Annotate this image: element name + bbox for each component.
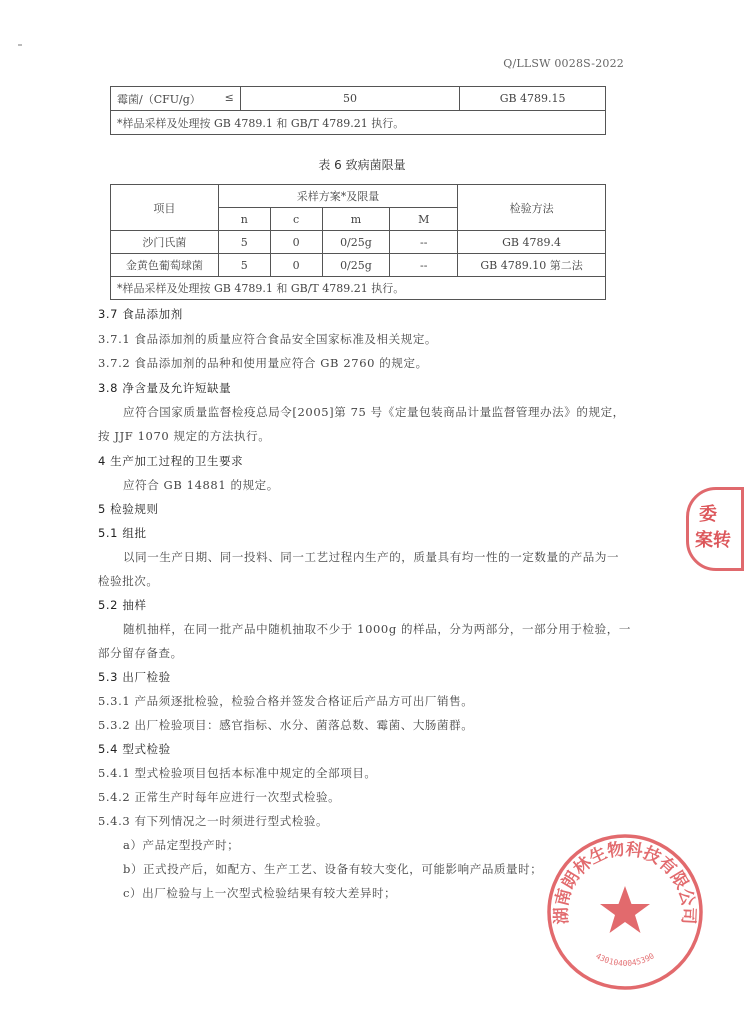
table-note: *样品采样及处理按 GB 4789.1 和 GB/T 4789.21 执行。 bbox=[111, 111, 606, 135]
table-note: *样品采样及处理按 GB 4789.1 和 GB/T 4789.21 执行。 bbox=[111, 277, 606, 300]
paragraph-line: 以同一生产日期、同一投料、同一工艺过程内生产的，质量具有均一性的一定数量的产品为一 bbox=[123, 550, 620, 564]
paragraph-line: 按 JJF 1070 规定的方法执行。 bbox=[98, 429, 271, 443]
table-cell-value: 50 bbox=[240, 87, 459, 111]
row-n: 5 bbox=[218, 231, 270, 254]
paragraph-line: 应符合国家质量监督检疫总局令[2005]第 75 号《定量包装商品计量监督管理办法》的规定， bbox=[123, 405, 625, 419]
table-header-row bbox=[111, 185, 606, 208]
subheader-M: M bbox=[390, 208, 458, 231]
scan-speck bbox=[18, 44, 22, 46]
partial-side-stamp bbox=[686, 487, 744, 571]
section-4-heading: 4 生产加工过程的卫生要求 bbox=[98, 454, 244, 468]
clause-5-3-2: 5.3.2 出厂检验项目：感官指标、水分、菌落总数、霉菌、大肠菌群。 bbox=[98, 718, 474, 732]
section-3-8-heading: 3.8 净含量及允许短缺量 bbox=[98, 381, 232, 395]
table-row bbox=[111, 254, 606, 277]
header-item: 项目 bbox=[111, 185, 219, 231]
table-row bbox=[111, 87, 606, 111]
subheader-c: c bbox=[270, 208, 322, 231]
section-5-1-heading: 5.1 组批 bbox=[98, 526, 147, 540]
table-6-caption: 表 6 致病菌限量 bbox=[318, 158, 406, 172]
seal-number: 4301040045390 bbox=[594, 951, 656, 969]
seal-company-name: 湖南朗林生物科技有限公司 bbox=[551, 839, 699, 925]
star-icon bbox=[600, 886, 650, 933]
side-stamp-text: 委 bbox=[699, 504, 717, 525]
paragraph-line: 部分留存备查。 bbox=[98, 646, 183, 660]
row-item: 沙门氏菌 bbox=[111, 231, 219, 254]
subheader-n: n bbox=[218, 208, 270, 231]
paragraph-line: 随机抽样，在同一批产品中随机抽取不少于 1000g 的样品，分为两部分，一部分用于检验，一 bbox=[123, 622, 631, 636]
clause-5-3-1: 5.3.1 产品须逐批检验，检验合格并签发合格证后产品方可出厂销售。 bbox=[98, 694, 474, 708]
mold-label: 霉菌/（CFU/g） bbox=[117, 92, 201, 106]
paragraph-line: 检验批次。 bbox=[98, 574, 159, 588]
row-c: 0 bbox=[270, 254, 322, 277]
row-method: GB 4789.10 第二法 bbox=[458, 254, 606, 277]
clause-3-7-2: 3.7.2 食品添加剂的品种和使用量应符合 GB 2760 的规定。 bbox=[98, 356, 428, 370]
table-cell-item bbox=[111, 87, 241, 111]
subheader-m: m bbox=[322, 208, 390, 231]
table-5-continued bbox=[110, 86, 606, 135]
section-5-heading: 5 检验规则 bbox=[98, 502, 159, 516]
list-item-a: a）产品定型投产时； bbox=[123, 838, 240, 852]
operator-symbol: ≤ bbox=[224, 90, 234, 104]
clause-5-4-3: 5.4.3 有下列情况之一时须进行型式检验。 bbox=[98, 814, 329, 828]
side-stamp-text: 案转 bbox=[695, 530, 731, 551]
company-seal bbox=[545, 832, 705, 992]
row-method: GB 4789.4 bbox=[458, 231, 606, 254]
standard-code: Q/LLSW 0028S-2022 bbox=[503, 57, 624, 70]
header-method: 检验方法 bbox=[458, 185, 606, 231]
table-row bbox=[111, 231, 606, 254]
clause-3-7-1: 3.7.1 食品添加剂的质量应符合食品安全国家标准及相关规定。 bbox=[98, 332, 438, 346]
paragraph-line: 应符合 GB 14881 的规定。 bbox=[123, 478, 279, 492]
list-item-c: c）出厂检验与上一次型式检验结果有较大差异时； bbox=[123, 886, 397, 900]
row-M: -- bbox=[390, 254, 458, 277]
clause-5-4-2: 5.4.2 正常生产时每年应进行一次型式检验。 bbox=[98, 790, 341, 804]
table-6 bbox=[110, 184, 606, 300]
table-cell-method: GB 4789.15 bbox=[460, 87, 606, 111]
section-5-2-heading: 5.2 抽样 bbox=[98, 598, 147, 612]
row-m: 0/25g bbox=[322, 254, 390, 277]
section-5-4-heading: 5.4 型式检验 bbox=[98, 742, 171, 756]
table-note-row bbox=[111, 111, 606, 135]
clause-5-4-1: 5.4.1 型式检验项目包括本标准中规定的全部项目。 bbox=[98, 766, 377, 780]
row-n: 5 bbox=[218, 254, 270, 277]
row-item: 金黄色葡萄球菌 bbox=[111, 254, 219, 277]
table-note-row bbox=[111, 277, 606, 300]
section-3-7-heading: 3.7 食品添加剂 bbox=[98, 307, 183, 321]
list-item-b: b）正式投产后，如配方、生产工艺、设备有较大变化，可能影响产品质量时； bbox=[123, 862, 543, 876]
row-M: -- bbox=[390, 231, 458, 254]
row-m: 0/25g bbox=[322, 231, 390, 254]
header-plan: 采样方案*及限量 bbox=[218, 185, 457, 208]
section-5-3-heading: 5.3 出厂检验 bbox=[98, 670, 171, 684]
row-c: 0 bbox=[270, 231, 322, 254]
